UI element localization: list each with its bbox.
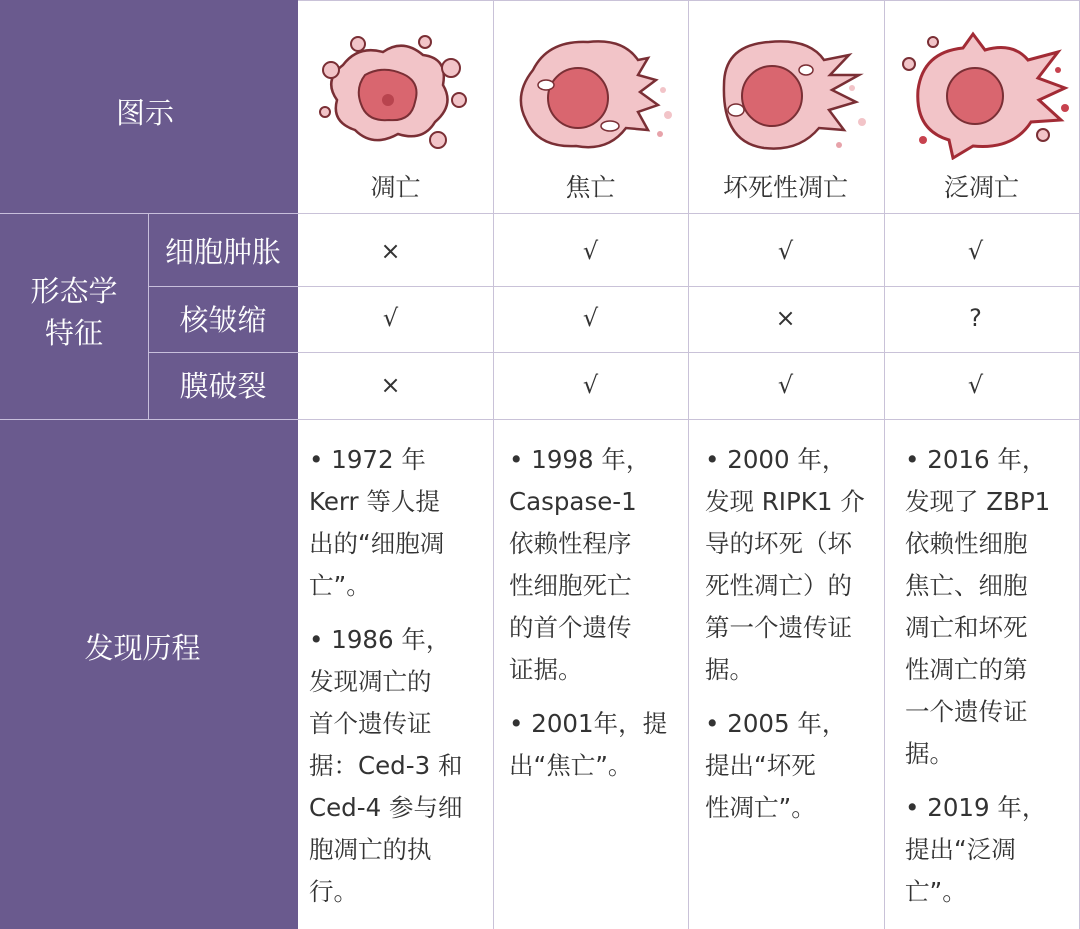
history-necroptosis [705,439,880,841]
column-title-necroptosis: 坏死性凋亡 [722,173,848,202]
feature-label-swelling: 细胞肿胀 [164,235,281,269]
mark-apoptosis-rupture: × [380,371,401,399]
history-pyroptosis [509,439,684,799]
mark-panoptosis-rupture: √ [967,371,984,399]
history-entry: • 1972 年 Kerr 等人提 出的“细胞凋 亡”。 [309,445,445,600]
column-title-pyroptosis: 焦亡 [565,173,616,202]
necroptosis-cell-illustration [694,30,874,160]
mark-necroptosis-swelling: √ [777,237,794,265]
feature-label-membrane-rupture: 膜破裂 [179,369,267,403]
history-entry: • 2016 年， 发现了 ZBP1 依赖性细胞 焦亡、细胞 凋亡和坏死 性凋亡的第 一个遗传证 据。 [905,445,1051,768]
row-label-history: 发现历程 [84,631,201,665]
column-title-apoptosis: 凋亡 [370,173,421,202]
mark-apoptosis-shrinkage: √ [382,304,399,332]
mark-pyroptosis-rupture: √ [582,371,599,399]
history-apoptosis [309,439,484,925]
history-panoptosis [905,439,1080,925]
mark-panoptosis-shrinkage: ? [969,304,982,332]
row-label-morphology: 形态学 特征 [30,274,118,350]
mark-necroptosis-shrinkage: × [775,304,796,332]
history-entry: • 2019 年， 提出“泛凋 亡”。 [905,793,1047,906]
row-header-panel [0,0,298,929]
history-entry: • 2005 年， 提出“坏死 性凋亡”。 [705,709,847,822]
feature-label-nuclear-shrinkage: 核皱缩 [179,303,267,337]
mark-pyroptosis-shrinkage: √ [582,304,599,332]
apoptosis-cell-illustration [303,30,483,160]
mark-apoptosis-swelling: × [380,237,401,265]
history-entry: • 2000 年， 发现 RIPK1 介 导的坏死（坏 死性凋亡）的 第一个遗传证 据。 [705,445,865,684]
history-entry: • 2001年，提 出“焦亡”。 [509,709,668,780]
column-title-panoptosis: 泛凋亡 [943,173,1019,202]
mark-necroptosis-rupture: √ [777,371,794,399]
panoptosis-cell-illustration [893,30,1073,160]
history-entry: • 1998 年， Caspase-1 依赖性程序 性细胞死亡 的首个遗传 证据。 [509,445,651,684]
mark-pyroptosis-swelling: √ [582,237,599,265]
history-entry: • 1986 年， 发现凋亡的 首个遗传证 据：Ced-3 和 Ced-4 参与细 胞凋亡的执 行。 [309,625,463,906]
row-label-illustration: 图示 [115,96,174,130]
mark-panoptosis-swelling: √ [967,237,984,265]
pyroptosis-cell-illustration [498,30,678,160]
